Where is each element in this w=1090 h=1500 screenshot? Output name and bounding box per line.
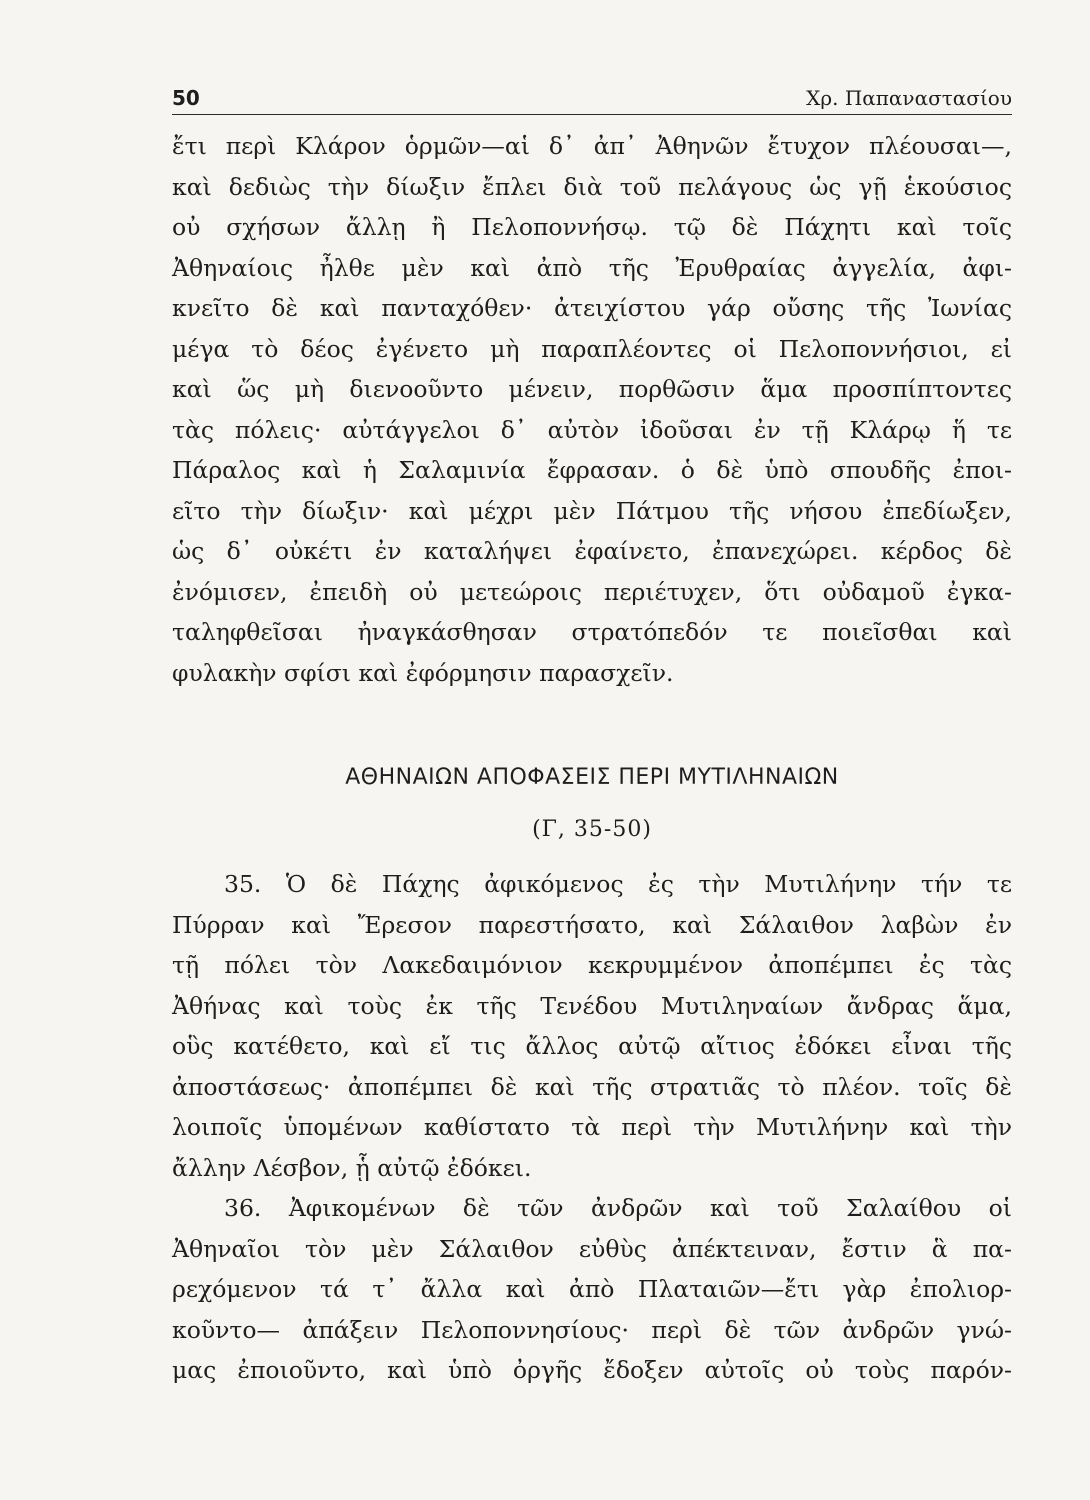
text-line: φυλακὴν σφίσι καὶ ἐφόρμησιν παρασχεῖν. xyxy=(172,658,674,687)
paragraph-1 xyxy=(172,126,1012,693)
paragraph-36 xyxy=(172,1188,1012,1391)
page-header xyxy=(172,78,1012,115)
text-line: ἄλλην Λέσβον, ᾗ αὐτῷ ἐδόκει. xyxy=(172,1153,532,1182)
text-line: τὰς πόλεις· αὐτάγγελοι δ᾽ αὐτὸν ἰδοῦσαι ἐν τῇ Κλάρῳ ἥ τε xyxy=(172,415,1012,444)
text-line: ἐνόμισεν, ἐπειδὴ οὐ μετεώροις περιέτυχεν, ὅτι οὐδαμοῦ ἐγκα- xyxy=(172,577,1012,606)
text-line: Ἀθηναίοις ἦλθε μὲν καὶ ἀπὸ τῆς Ἐρυθραίας ἀγγελία, ἀφι- xyxy=(172,253,1012,282)
section-heading: ΑΘΗΝΑΙΩΝ ΑΠΟΦΑΣΕΙΣ ΠΕΡΙ ΜΥΤΙΛΗΝΑΙΩΝ xyxy=(345,765,839,790)
text-line: τῇ πόλει τὸν Λακεδαιμόνιον κεκρυμμένον ἀποπέμπει ἐς τὰς xyxy=(172,951,1012,979)
text-line: ὡς δ᾽ οὐκέτι ἐν καταλήψει ἐφαίνετο, ἐπανεχώρει. κέρδος δὲ xyxy=(172,537,1012,565)
text-line: Ἀθηναῖοι τὸν μὲν Σάλαιθον εὐθὺς ἀπέκτειναν, ἔστιν ἃ πα- xyxy=(172,1234,1012,1263)
text-line: κνεῖτο δὲ καὶ πανταχόθεν· ἀτειχίστου γάρ οὔσης τῆς Ἰωνίας xyxy=(172,294,1012,322)
paragraph-35 xyxy=(172,864,1012,1188)
text-line: ταληφθεῖσαι ἠναγκάσθησαν στρατόπεδόν τε ποιεῖσθαι καὶ xyxy=(172,618,1012,646)
text-line: μέγα τὸ δέος ἐγένετο μὴ παραπλέοντες οἱ Πελοποννήσιοι, εἰ xyxy=(172,334,1012,363)
text-line: ἔτι περὶ Κλάρον ὁρμῶν—αἱ δ᾽ ἀπ᾽ Ἀθηνῶν ἔτυχον πλέουσαι—, xyxy=(172,132,1012,160)
text-line: 36. Ἀφικομένων δὲ τῶν ἀνδρῶν καὶ τοῦ Σαλαίθου οἱ xyxy=(224,1194,1012,1222)
text-line: ρεχόμενον τά τ᾽ ἄλλα καὶ ἀπὸ Πλαταιῶν—ἔτι γὰρ ἐπολιορ- xyxy=(172,1275,1012,1303)
text-line: οὓς κατέθετο, καὶ εἴ τις ἄλλος αὐτῷ αἴτιος ἐδόκει εἶναι τῆς xyxy=(172,1032,1012,1060)
text-line: λοιποῖς ὑπομένων καθίστατο τὰ περὶ τὴν Μυτιλήνην καὶ τὴν xyxy=(172,1113,1012,1141)
text-line: Πάραλος καὶ ἡ Σαλαμινία ἔφρασαν. ὁ δὲ ὑπὸ σπουδῆς ἐποι- xyxy=(172,456,1012,484)
page-number: 50 xyxy=(172,86,200,110)
text-line: καὶ δεδιὼς τὴν δίωξιν ἔπλει διὰ τοῦ πελάγους ὡς γῇ ἑκούσιος xyxy=(172,172,1012,201)
text-line: Ἀθήνας καὶ τοὺς ἐκ τῆς Τενέδου Μυτιληναίων ἄνδρας ἅμα, xyxy=(172,991,1012,1020)
text-line: ἀποστάσεως· ἀποπέμπει δὲ καὶ τῆς στρατιᾶς τὸ πλέον. τοῖς δὲ xyxy=(172,1072,1012,1101)
text-line: Πύρραν καὶ Ἔρεσον παρεστήσατο, καὶ Σάλαιθον λαβὼν ἐν xyxy=(172,910,1012,939)
text-line: 35. Ὁ δὲ Πάχης ἀφικόμενος ἐς τὴν Μυτιλήνην τήν τε xyxy=(224,870,1012,898)
section-reference: (Γ, 35-50) xyxy=(532,817,652,842)
text-line: κοῦντο— ἀπάξειν Πελοποννησίους· περὶ δὲ τῶν ἀνδρῶν γνώ- xyxy=(172,1315,1012,1344)
running-head: Χρ. Παπαναστασίου xyxy=(806,86,1012,110)
text-line: μας ἐποιοῦντο, καὶ ὑπὸ ὀργῆς ἔδοξεν αὐτοῖς οὐ τοὺς παρόν- xyxy=(172,1356,1012,1384)
text-line: εῖτο τὴν δίωξιν· καὶ μέχρι μὲν Πάτμου τῆς νήσου ἐπεδίωξεν, xyxy=(172,496,1012,525)
text-line: οὐ σχήσων ἄλλῃ ἢ Πελοποννήσῳ. τῷ δὲ Πάχητι καὶ τοῖς xyxy=(172,213,1012,241)
text-line: καὶ ὥς μὴ διενοοῦντο μένειν, πορθῶσιν ἅμα προσπίπτοντες xyxy=(172,375,1012,403)
